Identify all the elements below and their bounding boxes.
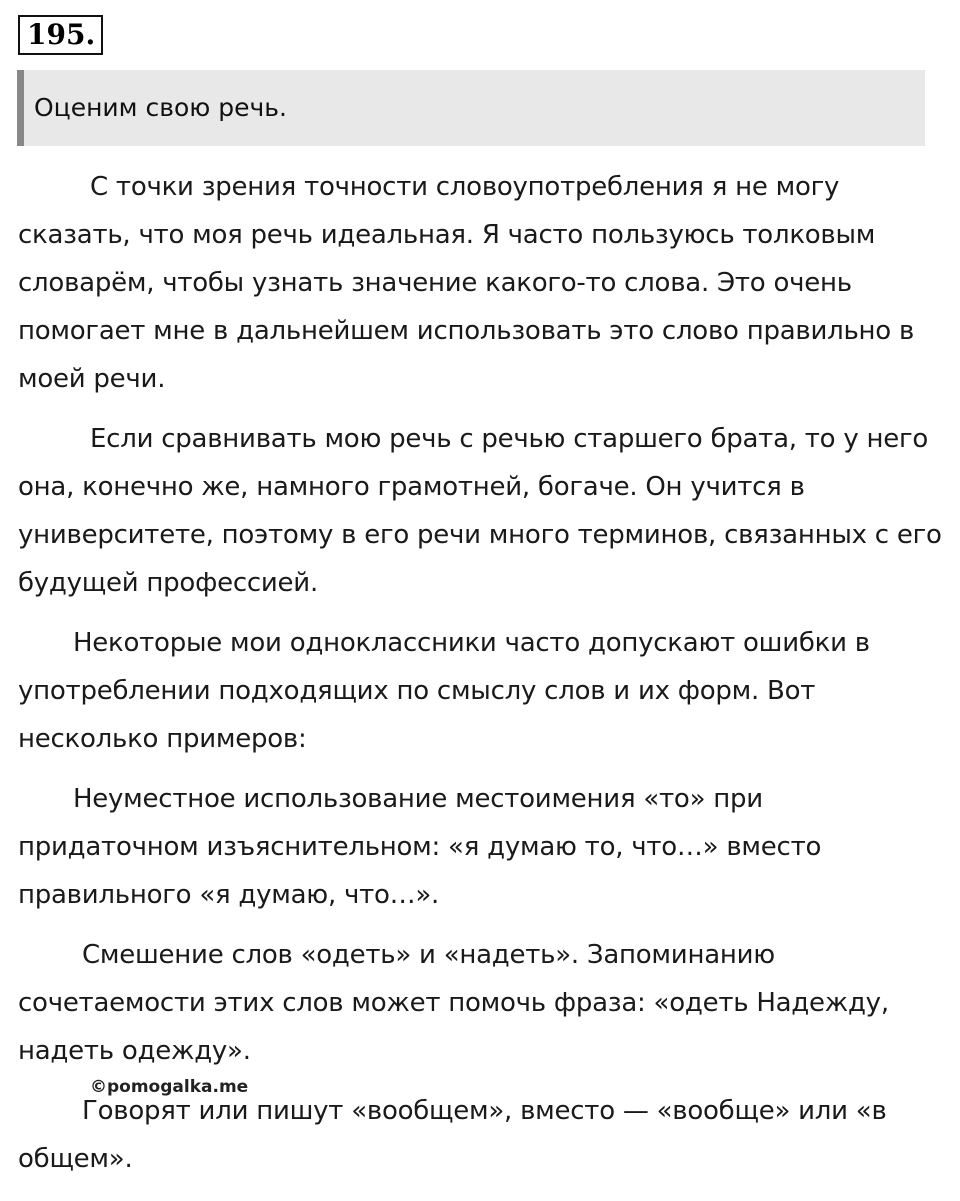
paragraph-4: Неуместное использование местоимения «то» при придаточном изъяснительном: «я думаю то, что…» вместо правильного «я думаю, что…». (18, 784, 822, 910)
paragraph-2: Если сравнивать мою речь с речью старшего брата, то у него она, конечно же, намного грамотней, богаче. Он учится в университете, поэтому в его речи много терминов, связанных с его будущей профессией. (18, 424, 942, 598)
section-header (17, 70, 925, 146)
watermark: ©pomogalka.me (90, 1077, 249, 1097)
section-header-title: Оценим свою речь. (34, 93, 287, 122)
paragraph-5: Смешение слов «одеть» и «надеть». Запоминанию сочетаемости этих слов может помочь фраза: «одеть Надежду, надеть одежду». (18, 940, 889, 1066)
paragraph-3: Некоторые мои одноклассники часто допускают ошибки в употреблении подходящих по смыслу слов и их форм. Вот несколько примеров: (18, 628, 870, 754)
answer-text (18, 163, 942, 1195)
task-number: 195. (18, 15, 103, 55)
paragraph-6: Говорят или пишут «вообщем», вместо — «вообще» или «в общем». (18, 1096, 887, 1174)
paragraph-1: С точки зрения точности словоупотребления я не могу сказать, что моя речь идеальная. Я часто пользуюсь толковым словарём, чтобы узнать значение какого-то слова. Это очень помогает мне в дальнейшем использовать это слово правильно в моей речи. (18, 172, 915, 394)
